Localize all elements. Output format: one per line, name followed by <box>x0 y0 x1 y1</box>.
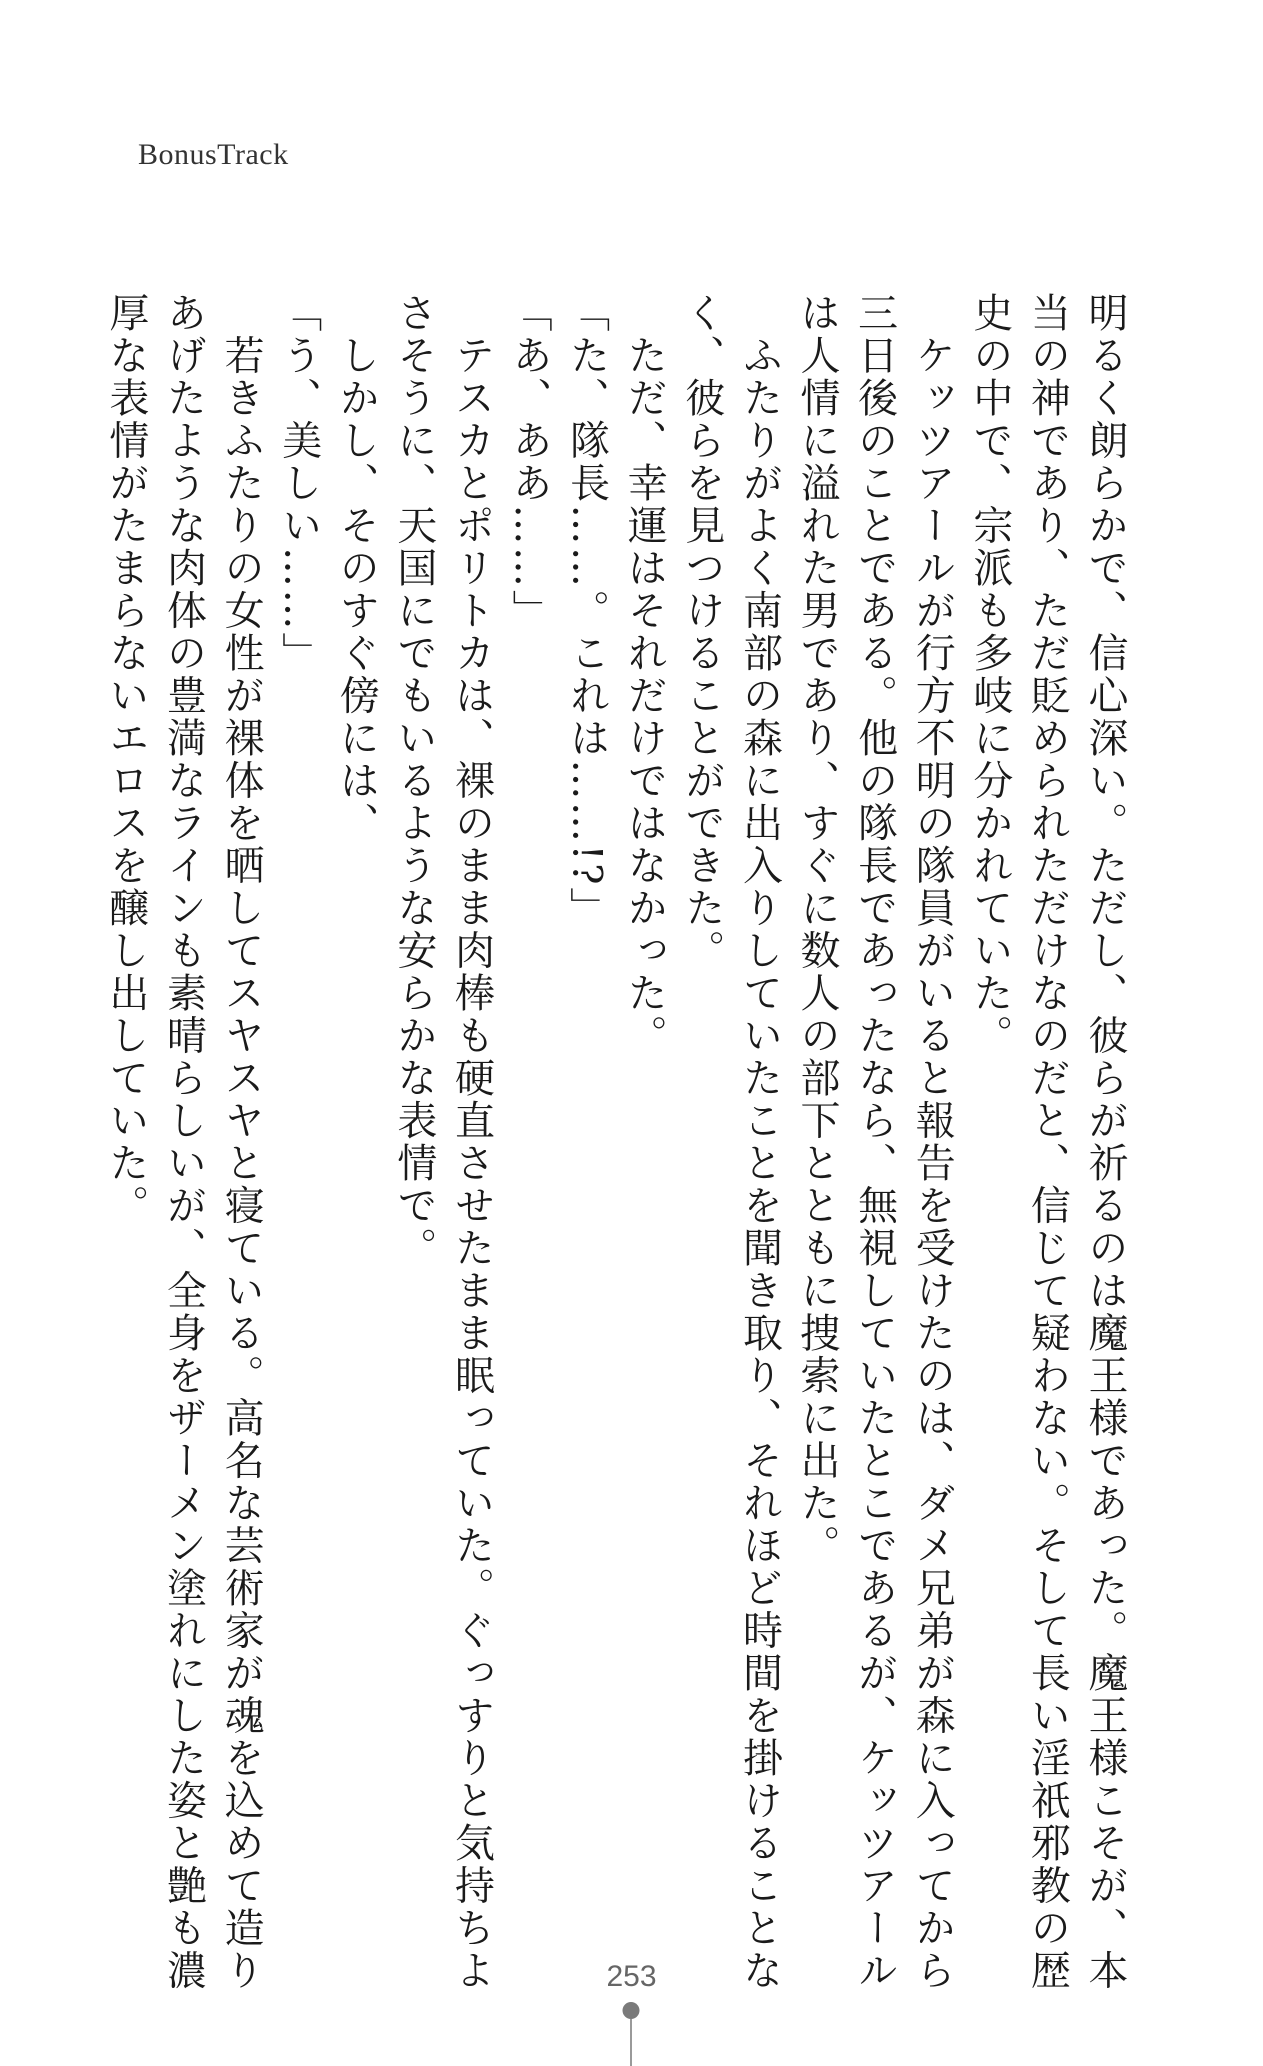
text-line: 史の中で、宗派も多岐に分かれていた。 <box>966 292 1013 1057</box>
page-marker-dot-icon <box>623 2002 640 2019</box>
text-line: 若きふたりの女性が裸体を晒してスヤスヤと寝ている。高名な芸術家が魂を込めて造り <box>218 292 265 1992</box>
text-line: ケッツアールが行方不明の隊員がいると報告を受けたのは、ダメ兄弟が森に入ってから <box>909 292 956 1992</box>
text-line: 当の神であり、ただ貶められただけなのだと、信じて疑わない。そして長い淫祇邪教の歴 <box>1024 292 1071 1992</box>
text-line: しかし、そのすぐ傍には、 <box>333 292 380 845</box>
text-line: 明るく朗らかで、信心深い。ただし、彼らが祈るのは魔王様であった。魔王様こそが、本 <box>1082 292 1128 1992</box>
text-line: ふたりがよく南部の森に出入りしていたことを聞き取り、それほど時間を掛けることな <box>736 292 783 1992</box>
dialogue-line: 「た、隊長……。これは……!?」 <box>563 292 610 930</box>
dialogue-line: 「あ、ああ……」 <box>506 292 553 632</box>
page-number: 253 <box>606 1960 657 1993</box>
dialogue-line: 「う、美しい……」 <box>275 292 322 675</box>
text-line: テスカとポリトカは、裸のまま肉棒も硬直させたまま眠っていた。ぐっすりと気持ちよ <box>448 292 495 1992</box>
page-marker-line <box>630 2019 632 2066</box>
text-line: 三日後のことである。他の隊長であったなら、無視していたとこであるが、ケッツアール <box>851 292 898 1992</box>
text-line: 厚な表情がたまらないエロスを醸し出していた。 <box>102 292 149 1227</box>
running-header: BonusTrack <box>138 138 289 171</box>
text-line: あげたような肉体の豊満なラインも素晴らしいが、全身をザーメン塗れにした姿と艶も濃 <box>160 292 207 1992</box>
text-line: さそうに、天国にでもいるような安らかな表情で。 <box>390 292 437 1270</box>
text-line: は人情に溢れた男であり、すぐに数人の部下とともに捜索に出た。 <box>794 292 841 1567</box>
text-line: く、彼らを見つけることができた。 <box>678 292 725 972</box>
text-line: ただ、幸運はそれだけではなかった。 <box>621 292 668 1057</box>
